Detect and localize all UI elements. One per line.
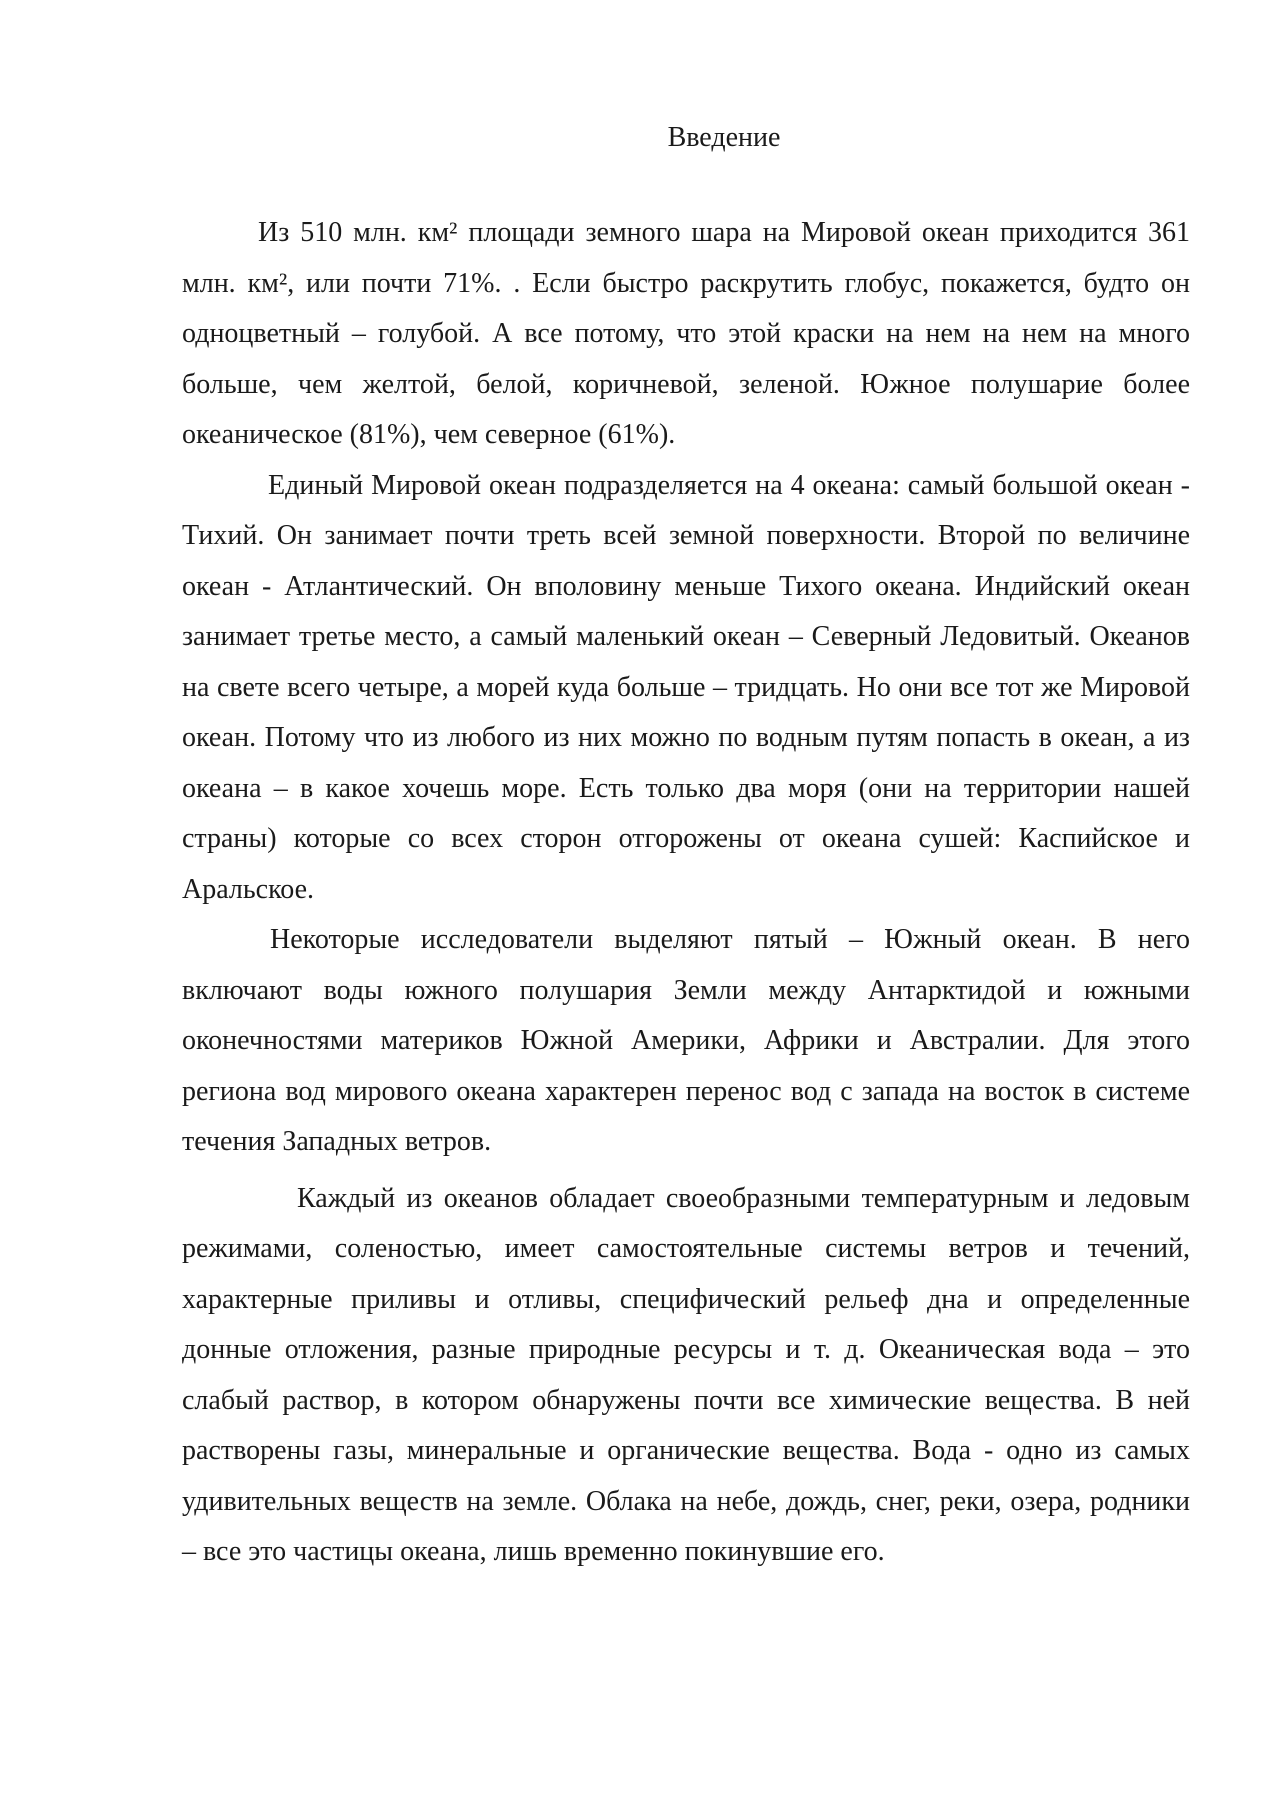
paragraph-four-oceans: Единый Мировой океан подразделяется на 4 океана: самый большой океан - Тихий. Он занимает почти треть всей земной поверхности. Второй по величине океан - Атлантический. Он вполовину меньше Тихого океана. Индийский океан занимает третье место, а самый маленький океан – Северный Ледовитый. Океанов на свете всего четыре, а морей куда больше – тридцать. Но они все тот же Мировой океан. Потому что из любого из них можно по водным путям попасть в океан, а из океана – в какое хочешь море. Есть только два моря (они на территории нашей страны) которые со всех сторон отгорожены от океана сушей: Каспийское и Аральское. bbox=[182, 469, 1190, 905]
document-body bbox=[182, 208, 1190, 1578]
paragraph-ocean-properties: Каждый из океанов обладает своеобразными температурным и ледовым режимами, соленостью, имеет самостоятельные системы ветров и течений, характерные приливы и отливы, специфический рельеф дна и определенные донные отложения, разные природные ресурсы и т. д. Океаническая вода – это слабый раствор, в котором обнаружены почти все химические вещества. В ней растворены газы, минеральные и органические вещества. Вода - одно из самых удивительных веществ на земле. Облака на небе, дождь, снег, реки, озера, родники – все это частицы океана, лишь временно покинувшие его. bbox=[182, 1182, 1190, 1567]
paragraph-world-ocean-area: Из 510 млн. км² площади земного шара на Мировой океан приходится 361 млн. км², или почти 71%. . Если быстро раскрутить глобус, покажется, будто он одноцветный – голубой. А все потому, что этой краски на нем на нем на много больше, чем желтой, белой, коричневой, зеленой. Южное полушарие более океаническое (81%), чем северное (61%). bbox=[182, 217, 1190, 450]
paragraph-southern-ocean: Некоторые исследователи выделяют пятый – Южный океан. В него включают воды южного полушария Земли между Антарктидой и южными оконечностями материков Южной Америки, Африки и Австралии. Для этого региона вод мирового океана характерен перенос вод с запада на восток в системе течения Западных ветров. bbox=[182, 924, 1190, 1157]
document-title: Введение bbox=[667, 122, 781, 153]
